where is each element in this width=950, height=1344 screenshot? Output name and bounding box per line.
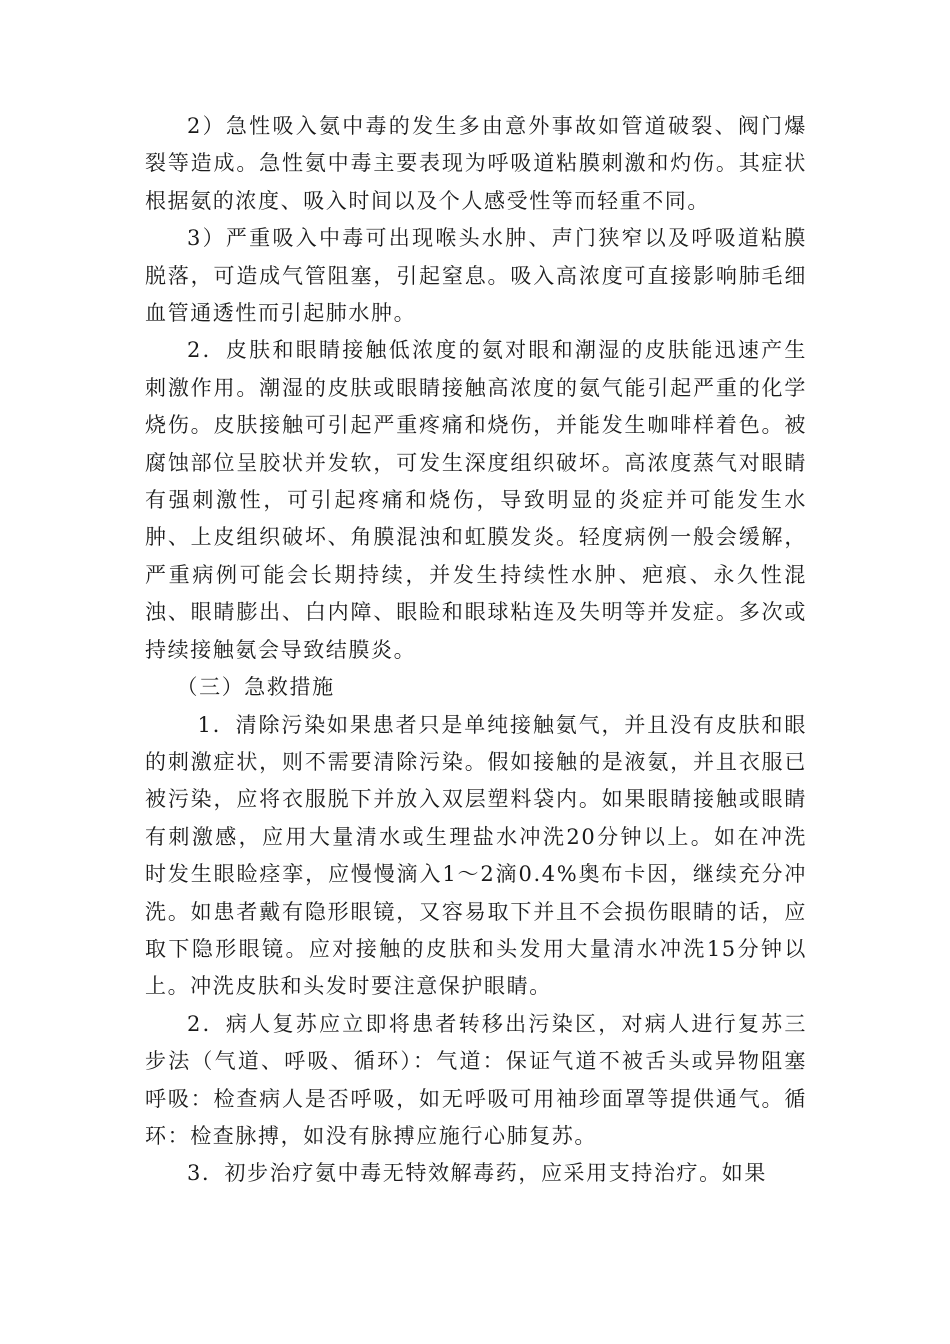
paragraph-decontamination: 1．清除污染如果患者只是单纯接触氨气，并且没有皮肤和眼的刺激症状，则不需要清除污染。假如接触的是液氨，并且衣服已被污染，应将衣服脱下并放入双层塑料袋内。如果眼睛接触或眼睛有刺激感，应用大量清水或生理盐水冲洗20分钟以上。如在冲洗时发生眼睑痉挛，应慢慢滴入1～2滴0.4%奥布卡因，继续充分冲洗。如患者戴有隐形眼镜，又容易取下并且不会损伤眼睛的话，应取下隐形眼镜。应对接触的皮肤和头发用大量清水冲洗15分钟以上。冲洗皮肤和头发时要注意保护眼睛。 xyxy=(145,712,807,999)
document-page xyxy=(145,108,807,1193)
paragraph-severe-inhalation: 3）严重吸入中毒可出现喉头水肿、声门狭窄以及呼吸道粘膜脱落，可造成气管阻塞，引起窒息。吸入高浓度可直接影响肺毛细血管通透性而引起肺水肿。 xyxy=(145,226,807,326)
section-heading-first-aid: （三）急救措施 xyxy=(176,675,335,700)
paragraph-acute-inhalation: 2）急性吸入氨中毒的发生多由意外事故如管道破裂、阀门爆裂等造成。急性氨中毒主要表现为呼吸道粘膜刺激和灼伤。其症状根据氨的浓度、吸入时间以及个人感受性等而轻重不同。 xyxy=(145,114,807,213)
paragraph-initial-treatment: 3．初步治疗氨中毒无特效解毒药，应采用支持治疗。如果 xyxy=(187,1161,767,1186)
paragraph-resuscitation: 2．病人复苏应立即将患者转移出污染区，对病人进行复苏三步法（气道、呼吸、循环）：气道：保证气道不被舌头或异物阻塞呼吸：检查病人是否呼吸，如无呼吸可用袖珍面罩等提供通气。循环：检查脉搏，如没有脉搏应施行心肺复苏。 xyxy=(145,1011,807,1148)
paragraph-skin-eye-contact: 2．皮肤和眼睛接触低浓度的氨对眼和潮湿的皮肤能迅速产生刺激作用。潮湿的皮肤或眼睛接触高浓度的氨气能引起严重的化学烧伤。皮肤接触可引起严重疼痛和烧伤，并能发生咖啡样着色。被腐蚀部位呈胶状并发软，可发生深度组织破坏。高浓度蒸气对眼睛有强刺激性，可引起疼痛和烧伤，导致明显的炎症并可能发生水肿、上皮组织破坏、角膜混浊和虹膜发炎。轻度病例一般会缓解，严重病例可能会长期持续，并发生持续性水肿、疤痕、永久性混浊、眼睛膨出、白内障、眼睑和眼球粘连及失明等并发症。多次或持续接触氨会导致结膜炎。 xyxy=(145,338,807,662)
